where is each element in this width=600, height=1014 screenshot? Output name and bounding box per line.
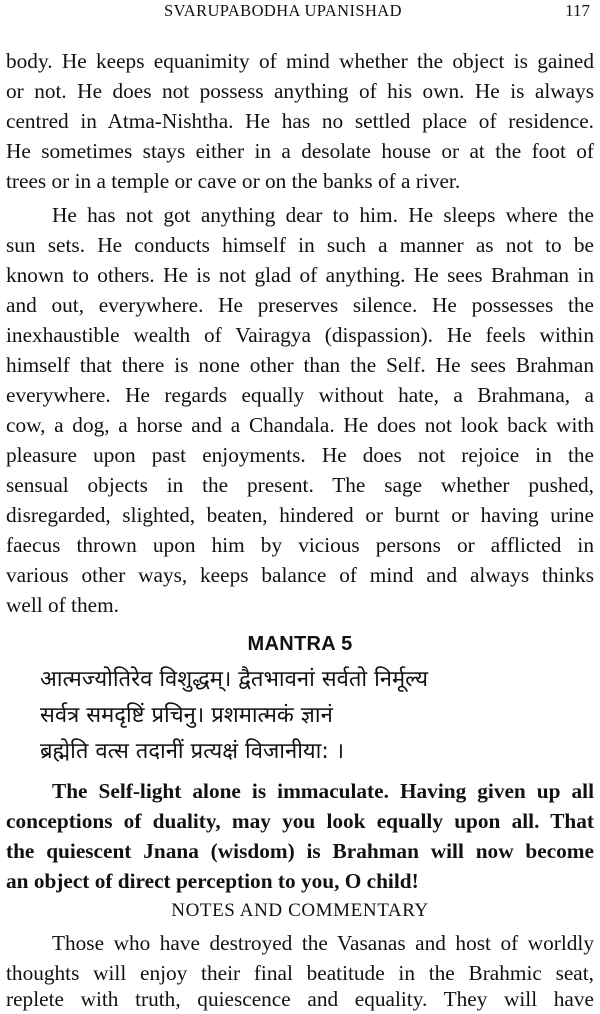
translation-line: The Self-light alone is immaculate. Having given up all — [52, 779, 594, 803]
sanskrit-verse-line: सर्वत्र समदृष्टिं प्रचिनु। प्रशमात्मकं ज्ञानं — [40, 703, 333, 728]
running-title: SVARUPABODHA UPANISHAD — [164, 1, 402, 20]
sanskrit-verse-line: आत्मज्योतिरेव विशुद्धम्। द्वैतभावनां सर्वतो निर्मूल्य — [40, 667, 428, 692]
paragraph-1-line: He sometimes stays either in a desolate house or at the foot of — [6, 139, 594, 163]
paragraph-2-line: sensual objects in the present. The sage whether pushed, — [6, 473, 594, 497]
paragraph-2-line: himself that there is none other than the Self. He sees Brahman — [6, 353, 594, 377]
paragraph-1-line: centred in Atma-Nishtha. He has no settled place of residence. — [6, 109, 594, 133]
paragraph-1-line: or not. He does not possess anything of his own. He is always — [6, 79, 594, 103]
translation-line: an object of direct perception to you, O child! — [6, 869, 419, 893]
commentary-line: replete with truth, quiescence and equality. They will have — [6, 987, 594, 1011]
running-head — [0, 0, 600, 24]
paragraph-2-line: He has not got anything dear to him. He sleeps where the — [52, 203, 594, 227]
paragraph-2-line: faecus thrown upon him by vicious persons or afflicted in — [6, 533, 594, 557]
paragraph-2-line: inexhaustible wealth of Vairagya (dispassion). He feels within — [6, 323, 594, 347]
translation-line: the quiescent Jnana (wisdom) is Brahman will now become — [6, 839, 594, 863]
sanskrit-verse-line: ब्रह्मेति वत्स तदानीं प्रत्यक्षं विजानीया: । — [40, 739, 345, 764]
commentary-heading: NOTES AND COMMENTARY — [171, 900, 429, 921]
commentary-line: thoughts will enjoy their final beatitude in the Brahmic seat, — [6, 961, 594, 985]
paragraph-1-line: body. He keeps equanimity of mind whether the object is gained — [6, 49, 594, 73]
paragraph-2-line: and out, everywhere. He preserves silence. He possesses the — [6, 293, 594, 317]
paragraph-2-line: sun sets. He conducts himself in such a manner as not to be — [6, 233, 594, 257]
paragraph-2-line: well of them. — [6, 593, 119, 617]
paragraph-2-line: pleasure upon past enjoyments. He does not rejoice in the — [6, 443, 594, 467]
translation-line: conceptions of duality, may you look equally upon all. That — [6, 809, 594, 833]
paragraph-1-line: trees or in a temple or cave or on the banks of a river. — [6, 169, 461, 193]
paragraph-2-line: cow, a dog, a horse and a Chandala. He does not look back with — [6, 413, 594, 437]
paragraph-2-line: disregarded, slighted, beaten, hindered or burnt or having urine — [6, 503, 594, 527]
paragraph-2-line: known to others. He is not glad of anything. He sees Brahman in — [6, 263, 594, 287]
paragraph-2-line: everywhere. He regards equally without hate, a Brahmana, a — [6, 383, 594, 407]
commentary-line: Those who have destroyed the Vasanas and host of worldly — [52, 931, 594, 955]
mantra-heading: MANTRA 5 — [247, 633, 353, 655]
page-number: 117 — [565, 1, 590, 20]
paragraph-2-line: various other ways, keeps balance of mind and always thinks — [6, 563, 594, 587]
